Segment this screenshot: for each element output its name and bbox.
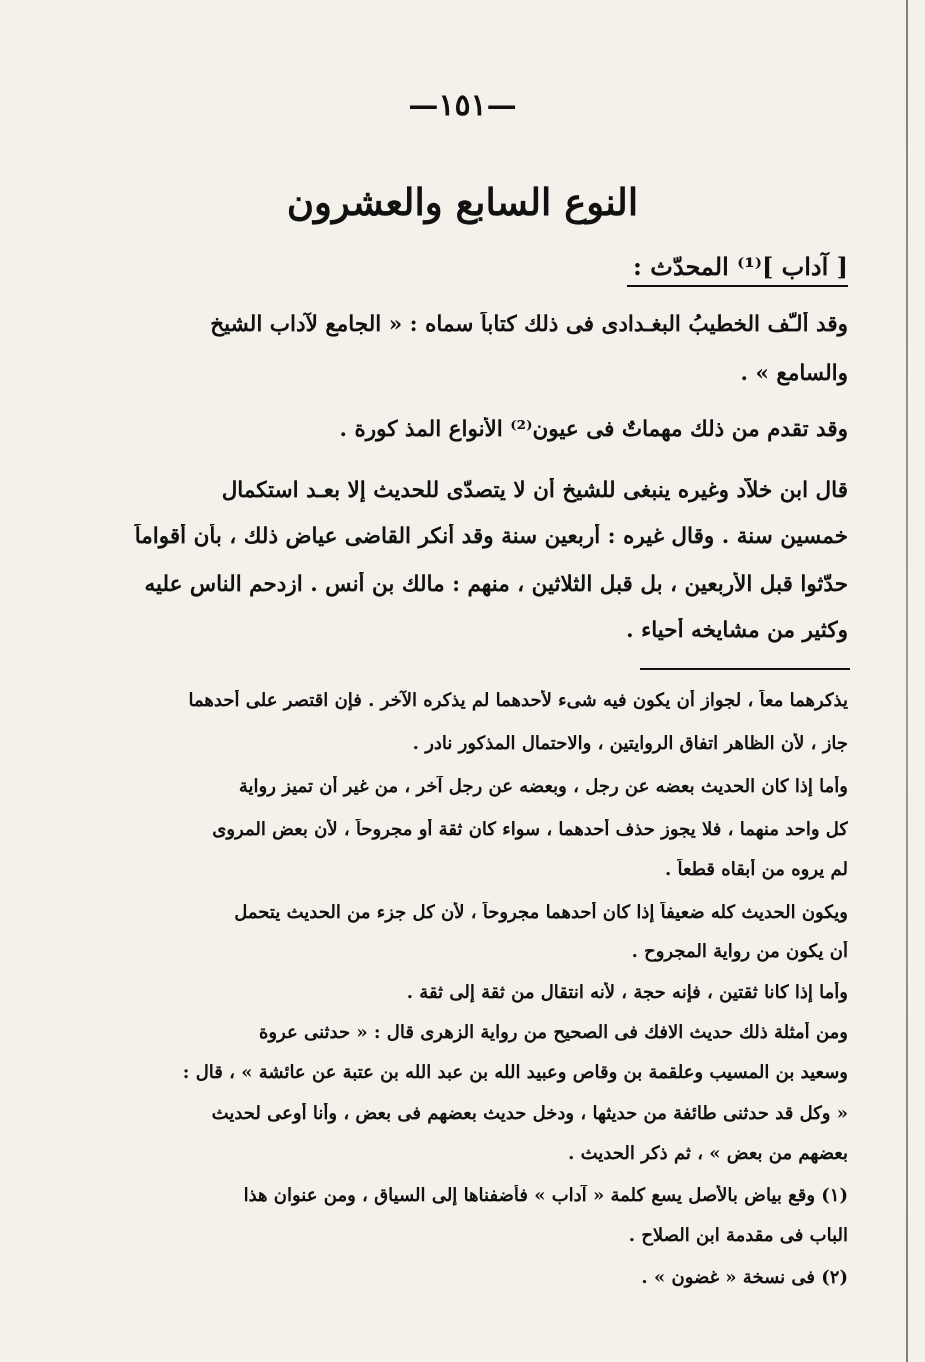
footnote-line: كل واحد منهما ، فلا يجوز حذف أحدهما ، سواء كان ثقة أو مجروحاً ، لأن بعض المروى — [212, 819, 848, 840]
footnote-line: وسعيد بن المسيب وعلقمة بن وقاص وعبيد الله بن عبد الله بن عتبة عن عائشة » ، قال : — [182, 1062, 848, 1083]
main-paragraph-line: وكثير من مشايخه أحياء . — [626, 618, 848, 643]
page-number: —١٥١— — [408, 88, 517, 123]
chapter-title: النوع السابع والعشرون — [286, 180, 639, 224]
footnote-line: وأما إذا كانا ثقتين ، فإنه حجة ، لأنه انتقال من ثقة إلى ثقة . — [406, 982, 848, 1003]
footnote-line: (٢) فى نسخة « غضون » . — [641, 1267, 848, 1288]
main-paragraph-line: خمسين سنة . وقال غيره : أربعين سنة وقد أنكر القاضى عياض ذلك ، بأن أقواماً — [134, 524, 848, 549]
footnote-line: الباب فى مقدمة ابن الصلاح . — [628, 1225, 848, 1246]
footnote-separator — [640, 668, 850, 670]
section-heading-row — [118, 252, 848, 291]
footnote-line: (١) وقع بياض بالأصل يسع كلمة « آداب » فأضفناها إلى السياق ، ومن عنوان هذا — [243, 1185, 848, 1206]
footnote-line: بعضهم من بعض » ، ثم ذكر الحديث . — [568, 1143, 848, 1164]
footnote-line: « وكل قد حدثنى طائفة من حديثها ، ودخل حديث بعضهم فى بعض ، وأنا أوعى لحديث — [211, 1103, 848, 1124]
section-heading: [ آداب ]⁽¹⁾ المحدّث : — [627, 252, 848, 287]
main-paragraph-line: حدّثوا قبل الأربعين ، بل قبل الثلاثين ، منهم : مالك بن أنس . ازدحم الناس عليه — [144, 572, 848, 597]
footnote-line: أن يكون من رواية المجروح . — [631, 941, 848, 962]
footnote-line: وأما إذا كان الحديث بعضه عن رجل ، وبعضه عن رجل آخر ، من غير أن تميز رواية — [238, 776, 848, 797]
footnote-line: يذكرهما معاً ، لجواز أن يكون فيه شىء لأحدهما لم يذكره الآخر . فإن اقتصر على أحدهما — [188, 690, 848, 711]
main-paragraph-line: وقد ألـّف الخطيبُ البغـدادى فى ذلك كتاباً سماه : « الجامع لآداب الشيخ — [210, 312, 848, 337]
footnote-line: لم يروه من أبقاه قطعاً . — [664, 859, 848, 880]
main-paragraph-line: وقد تقدم من ذلك مهماتٌ فى عيون⁽²⁾ الأنواع المذ كورة . — [339, 417, 848, 442]
footnote-line: جاز ، لأن الظاهر اتفاق الروايتين ، والاحتمال المذكور نادر . — [412, 733, 848, 754]
footnote-line: ويكون الحديث كله ضعيفاً إذا كان أحدهما مجروحاً ، لأن كل جزء من الحديث يتحمل — [234, 902, 848, 923]
main-paragraph-line: والسامع » . — [740, 361, 848, 386]
main-paragraph-line: قال ابن خلاّد وغيره ينبغى للشيخ أن لا يتصدّى للحديث إلا بعـد استكمال — [221, 478, 848, 503]
footnote-line: ومن أمثلة ذلك حديث الافك فى الصحيح من رواية الزهرى قال : « حدثنى عروة — [259, 1022, 848, 1043]
